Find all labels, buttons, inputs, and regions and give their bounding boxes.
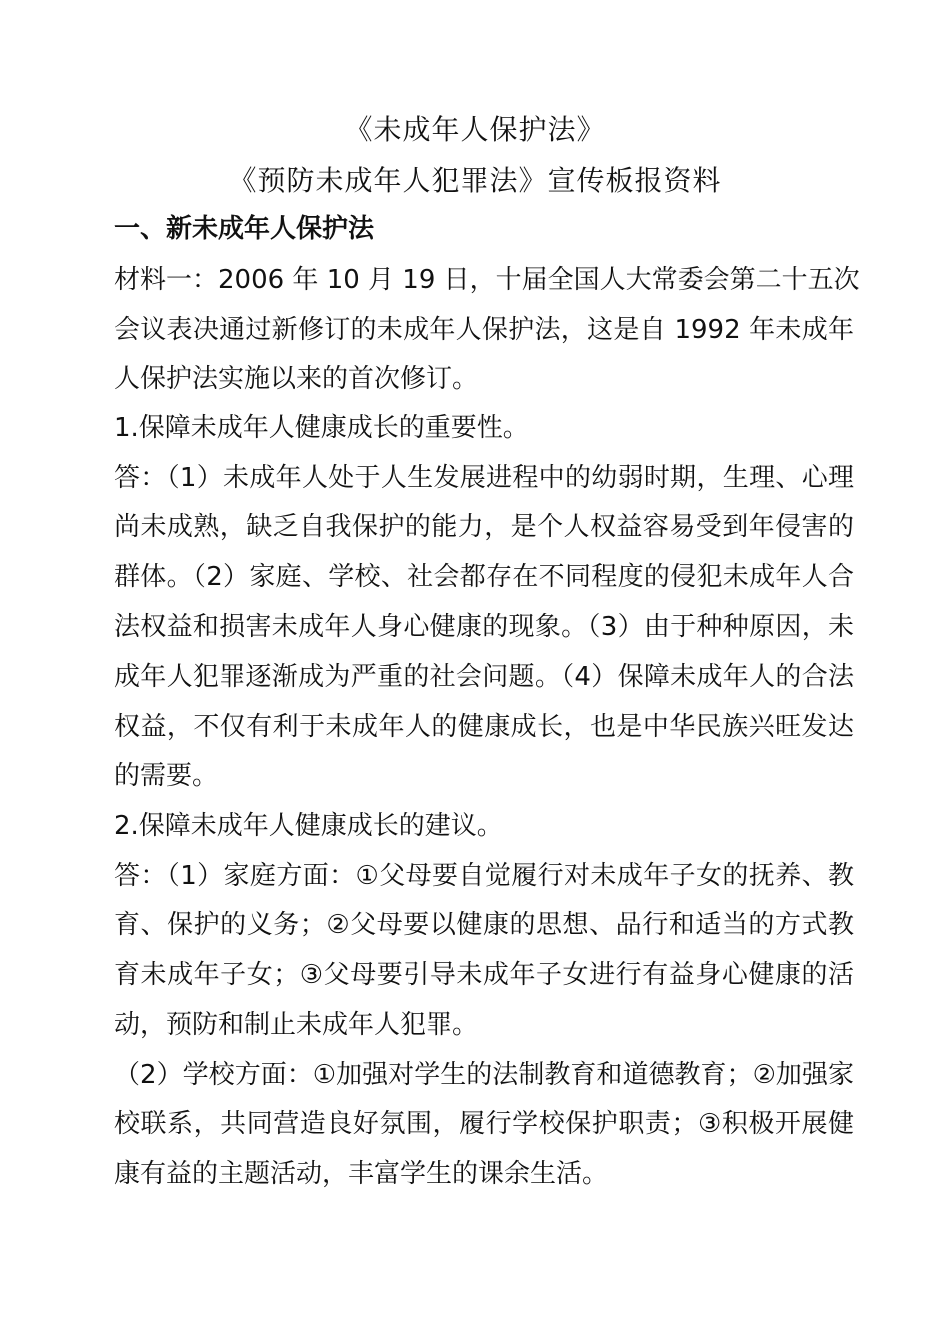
paragraph-line: 会议表决通过新修订的未成年人保护法，这是自 1992 年未成年 [114, 315, 854, 345]
answer-line: 群体。（2）家庭、学校、社会都存在不同程度的侵犯未成年人合 [114, 562, 854, 592]
section-heading: 一、新未成年人保护法 [114, 214, 375, 244]
question-line: 2.保障未成年人健康成长的建议。 [114, 811, 503, 841]
answer-line: 答：（1）未成年人处于人生发展进程中的幼弱时期，生理、心理 [114, 463, 854, 493]
answer-line: 育未成年子女；③父母要引导未成年子女进行有益身心健康的活 [114, 960, 854, 990]
answer-line: 答：（1）家庭方面：①父母要自觉履行对未成年子女的抚养、教 [114, 861, 854, 891]
answer-line: 成年人犯罪逐渐成为严重的社会问题。（4）保障未成年人的合法 [114, 662, 854, 692]
document-title: 《未成年人保护法》 [344, 113, 606, 146]
answer-line: 康有益的主题活动，丰富学生的课余生活。 [114, 1159, 609, 1189]
answer-line: 权益，不仅有利于未成年人的健康成长，也是中华民族兴旺发达 [114, 712, 854, 742]
paragraph-line: 人保护法实施以来的首次修订。 [114, 364, 479, 394]
answer-line: 法权益和损害未成年人身心健康的现象。（3）由于种种原因，未 [114, 612, 854, 642]
answer-line: 育、保护的义务；②父母要以健康的思想、品行和适当的方式教 [114, 910, 854, 940]
answer-line: 校联系，共同营造良好氛围，履行学校保护职责；③积极开展健 [114, 1109, 854, 1139]
answer-line: （2）学校方面：①加强对学生的法制教育和道德教育；②加强家 [114, 1060, 854, 1090]
paragraph-line: 材料一：2006 年 10 月 19 日，十届全国人大常委会第二十五次 [114, 265, 860, 295]
question-line: 1.保障未成年人健康成长的重要性。 [114, 413, 529, 443]
answer-line: 尚未成熟，缺乏自我保护的能力，是个人权益容易受到年侵害的 [114, 512, 854, 542]
answer-line: 动，预防和制止未成年人犯罪。 [114, 1010, 479, 1040]
document-subtitle: 《预防未成年人犯罪法》宣传板报资料 [228, 164, 722, 197]
answer-line: 的需要。 [114, 761, 219, 791]
